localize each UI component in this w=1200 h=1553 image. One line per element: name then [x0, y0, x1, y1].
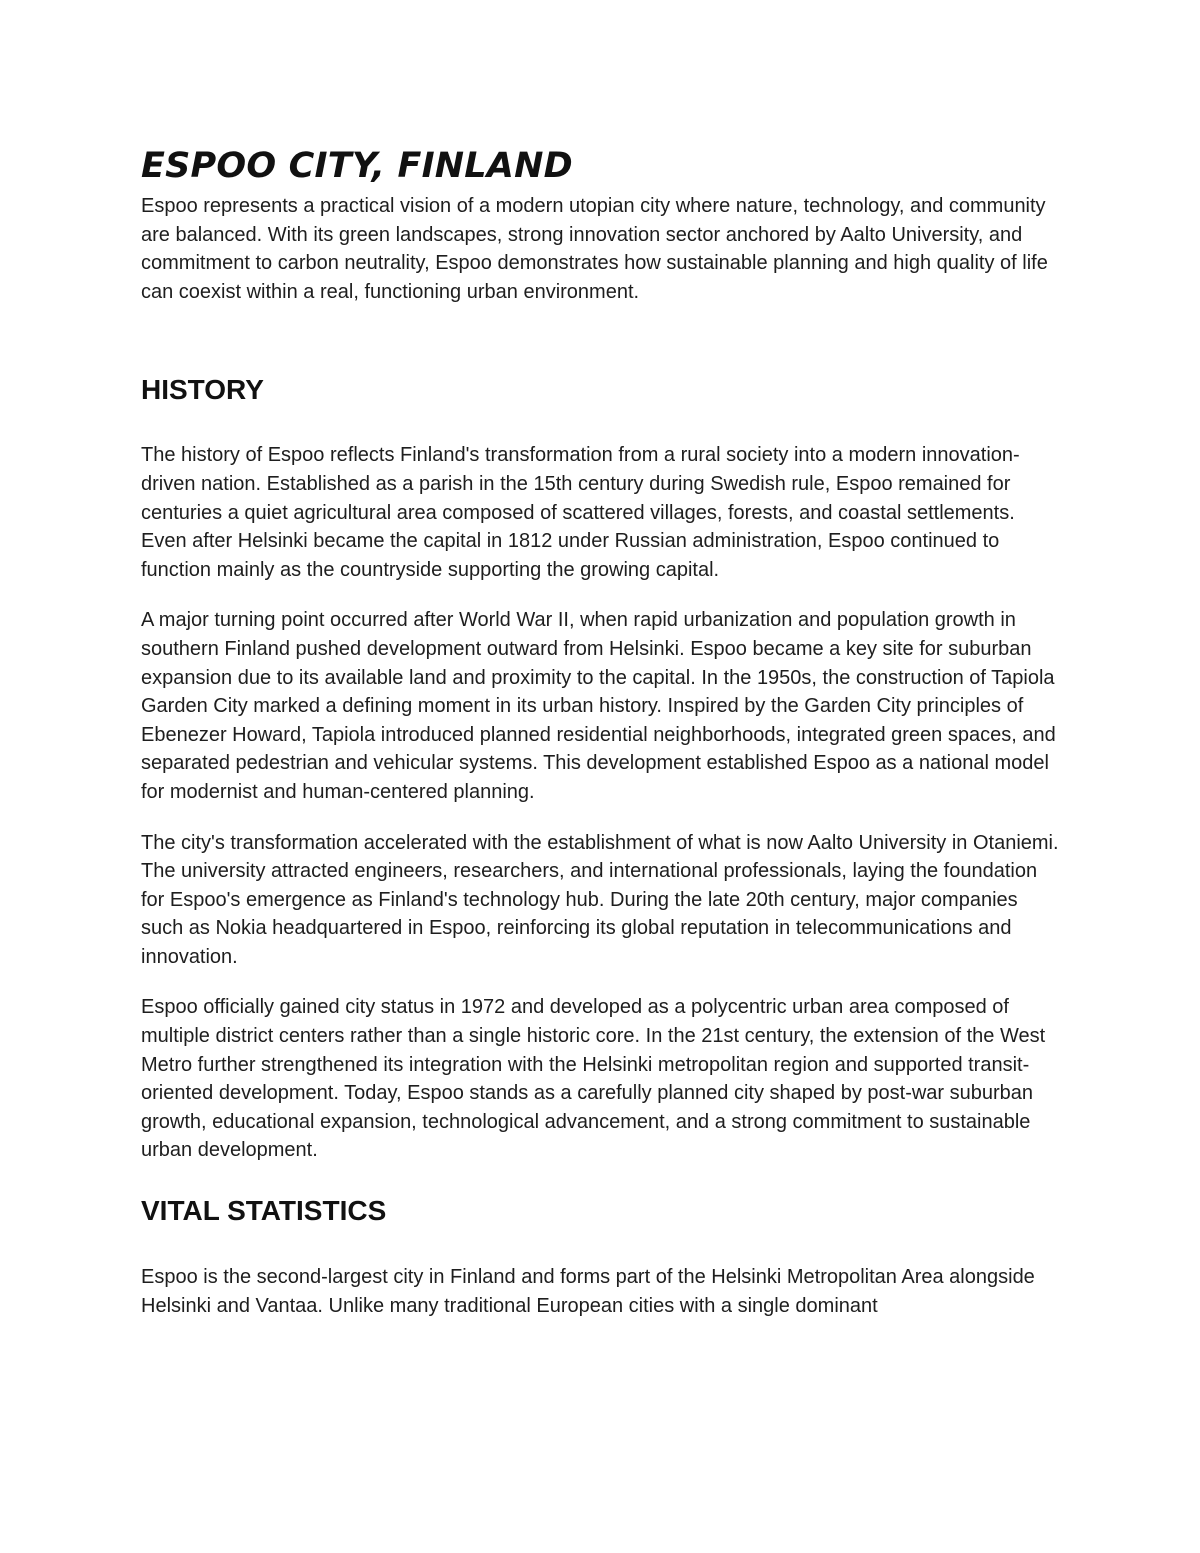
history-paragraph-1: The history of Espoo reflects Finland's transformation from a rural society into a modern innovation-driven nation. Established as a parish in the 15th century during Swedish rule, Espoo remained for centuries a quiet agricultural area composed of scattered villages, forests, and coastal settlements. Even after Helsinki became the capital in 1812 under Russian administration, Espoo continued to function mainly as the countryside supporting the growing capital.: [141, 444, 1020, 581]
document-body: [141, 140, 1063, 1320]
history-paragraph-4: Espoo officially gained city status in 1972 and developed as a polycentric urban area composed of multiple district centers rather than a single historic core. In the 21st century, the extension of the West Metro further strengthened its integration with the Helsinki metropolitan region and supported transit-oriented development. Today, Espoo stands as a carefully planned city shaped by post-war suburban growth, educational expansion, technological advancement, and a strong commitment to sustainable urban development.: [141, 996, 1046, 1162]
history-paragraph-2: A major turning point occurred after World War II, when rapid urbanization and population growth in southern Finland pushed development outward from Helsinki. Espoo became a key site for suburban expansion due to its available land and proximity to the capital. In the 1950s, the construction of Tapiola Garden City marked a defining moment in its urban history. Inspired by the Garden City principles of Ebenezer Howard, Tapiola introduced planned residential neighborhoods, integrated green spaces, and separated pedestrian and vehicular systems. This development established Espoo as a national model for modernist and human-centered planning.: [141, 609, 1056, 803]
history-paragraph-3: The city's transformation accelerated with the establishment of what is now Aalto University in Otaniemi. The university attracted engineers, researchers, and international professionals, laying the foundation for Espoo's emergence as Finland's technology hub. During the late 20th century, major companies such as Nokia headquartered in Espoo, reinforcing its global reputation in telecommunications and innovation.: [141, 831, 1059, 968]
intro-paragraph: Espoo represents a practical vision of a modern utopian city where nature, technology, and community are balanced. With its green landscapes, strong innovation sector anchored by Aalto University, and commitment to carbon neutrality, Espoo demonstrates how sustainable planning and high quality of life can coexist within a real, functioning urban environment.: [141, 195, 1048, 303]
section-heading-history: HISTORY: [141, 374, 264, 406]
vital-statistics-paragraph-1: Espoo is the second-largest city in Finland and forms part of the Helsinki Metropolitan Area alongside Helsinki and Vantaa. Unlike many traditional European cities with a single dominant: [141, 1266, 1035, 1317]
section-heading-vital-statistics: VITAL STATISTICS: [141, 1195, 387, 1227]
document-title: ESPOO CITY, FINLAND: [141, 146, 573, 186]
